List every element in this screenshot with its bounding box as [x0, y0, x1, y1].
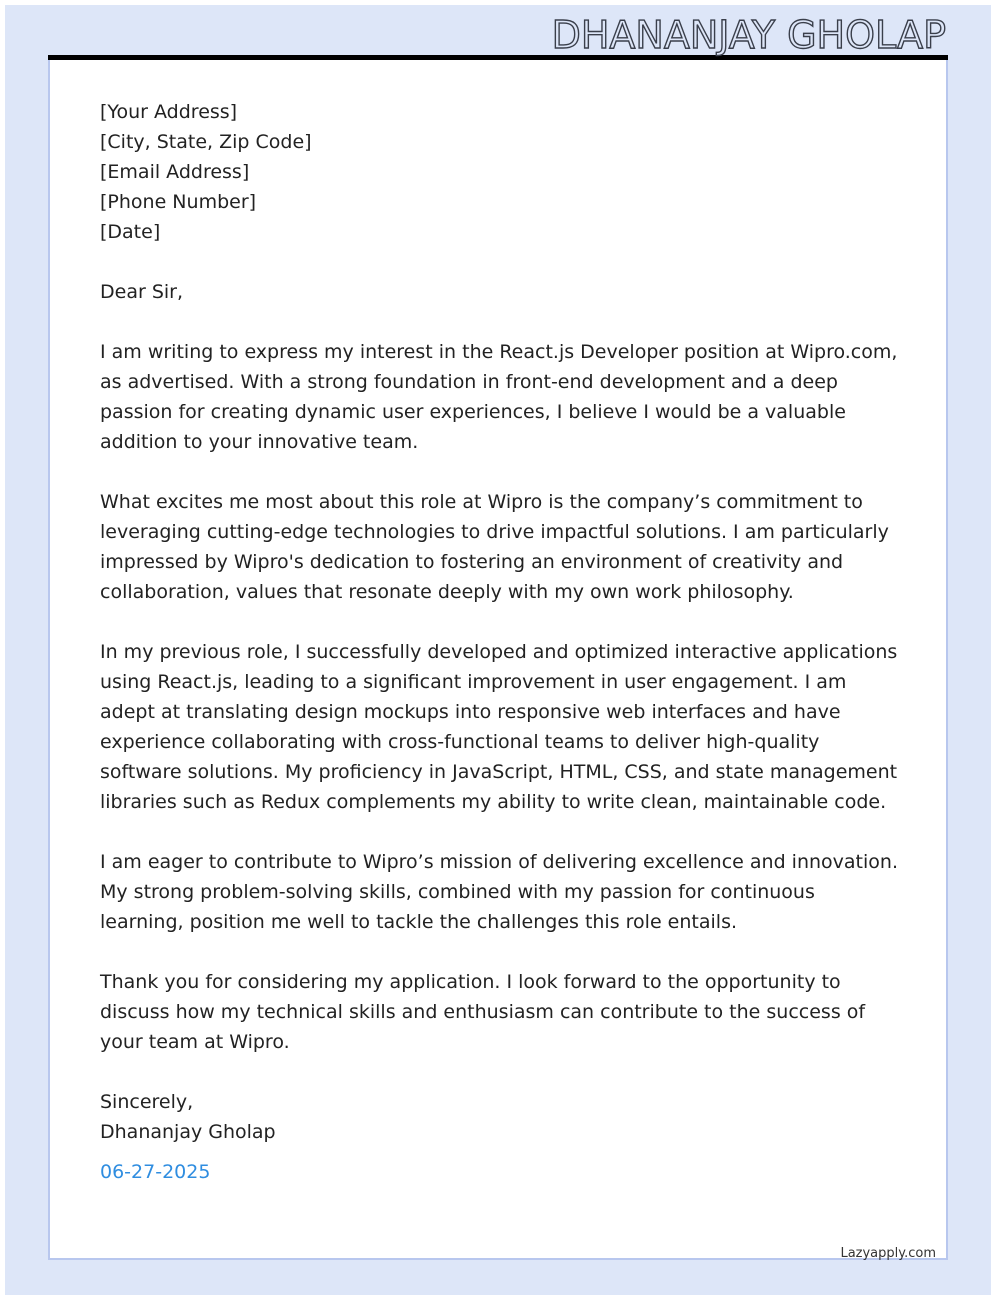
sender-address: [Your Address] — [100, 101, 238, 123]
sender-email: [Email Address] — [100, 161, 250, 183]
body-paragraph: In my previous role, I successfully developed and optimized interactive applications using React.js, leading to a significant improvement in user engagement. I am adept at translating design mockups into responsive web interfaces and have experience collaborating with cross-functional teams to deliver high-quality software solutions. My proficiency in JavaScript, HTML, CSS, and state management libraries such as Redux complements my ability to write clean, maintainable code. — [100, 641, 898, 813]
closing: Sincerely, — [100, 1091, 194, 1113]
body-paragraph: Thank you for considering my application. I look forward to the opportunity to discuss how my technical skills and enthusiasm can contribute to the success of your team at Wipro. — [100, 971, 866, 1053]
cover-letter-body — [100, 97, 900, 1187]
letter-date: 06-27-2025 — [100, 1161, 211, 1183]
body-paragraph: I am writing to express my interest in the React.js Developer position at Wipro.com, as advertised. With a strong foundation in front-end development and a deep passion for creating dynamic user experiences, I believe I would be a valuable addition to your innovative team. — [100, 341, 898, 453]
signature-block — [100, 1087, 900, 1187]
applicant-name-header: DHANANJAY GHOLAP — [551, 13, 946, 57]
body-paragraph: What excites me most about this role at Wipro is the company’s commitment to leveraging cutting-edge technologies to drive impactful solutions. I am particularly impressed by Wipro's dedication to fostering an environment of creativity and collaboration, values that resonate deeply with my own work philosophy. — [100, 491, 889, 603]
body-paragraph: I am eager to contribute to Wipro’s mission of delivering excellence and innovation. My strong problem-solving skills, combined with my passion for continuous learning, position me well to tackle the challenges this role entails. — [100, 851, 898, 933]
sender-block — [100, 97, 900, 247]
salutation: Dear Sir, — [100, 281, 184, 303]
signature-name: Dhananjay Gholap — [100, 1121, 276, 1143]
sender-phone: [Phone Number] — [100, 191, 257, 213]
sender-city-state-zip: [City, State, Zip Code] — [100, 131, 312, 153]
sender-date: [Date] — [100, 221, 161, 243]
footer-brand: Lazyapply.com — [840, 1246, 936, 1261]
